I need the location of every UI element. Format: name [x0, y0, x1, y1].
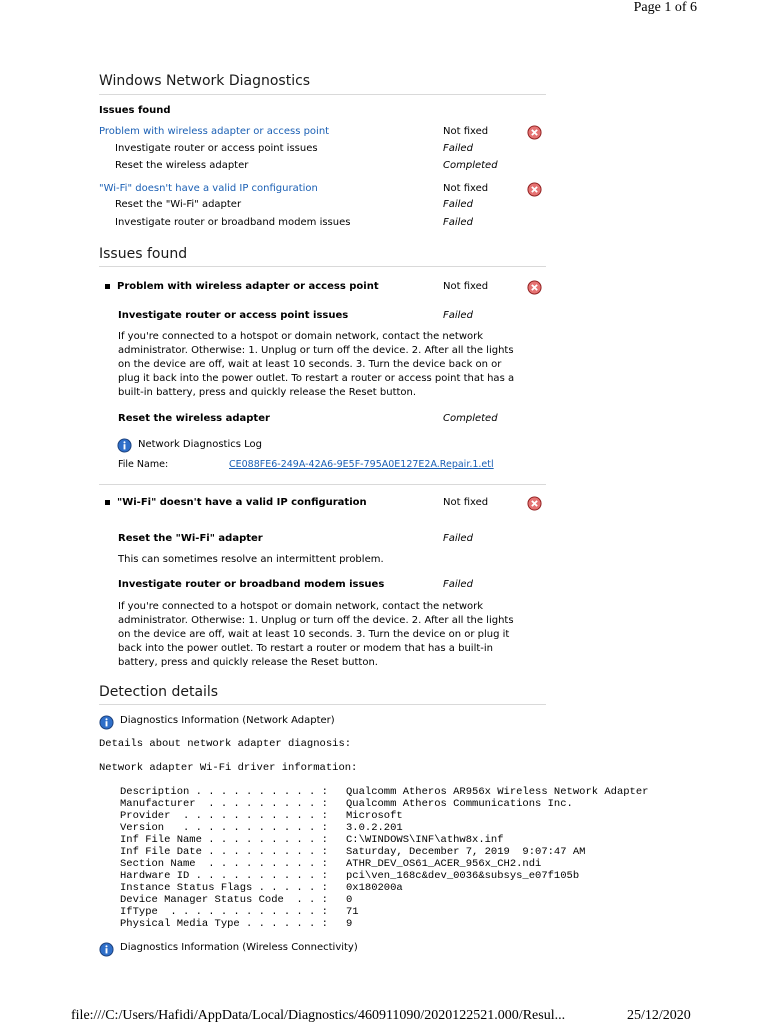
adapter-diagnosis-intro: Details about network adapter diagnosis: — [99, 738, 352, 750]
driver-row-label: Provider . . . . . . . . . . . : — [120, 810, 328, 822]
error-icon — [527, 496, 542, 511]
diagnostics-log-title: Network Diagnostics Log — [138, 439, 262, 450]
info-icon — [99, 942, 114, 957]
summary-step-status: Completed — [443, 160, 498, 171]
issue-2-step-2-description — [118, 600, 518, 670]
summary-heading: Issues found — [99, 105, 171, 116]
driver-row-label: Inf File Name . . . . . . . . . : — [120, 834, 328, 846]
driver-row-label: Instance Status Flags . . . . . : — [120, 882, 328, 894]
footer-file-path: file:///C:/Users/Hafidi/AppData/Local/Diagnostics/460911090/2020122521.000/Resul... — [71, 1008, 566, 1023]
driver-row-value: 0x180200a — [346, 882, 403, 894]
error-icon — [527, 125, 542, 140]
description-line: back into the power outlet. To restart a router or modem that has a built-in — [118, 643, 493, 654]
description-line: If you're connected to a hotspot or domain network, contact the network — [118, 601, 484, 612]
summary-step: Investigate router or broadband modem issues — [115, 217, 351, 228]
description-line: battery, press and quickly release the Reset button. — [118, 657, 378, 668]
summary-issue-2-link[interactable]: "Wi-Fi" doesn't have a valid IP configuration — [99, 183, 318, 194]
issue-1-step-1-title: Investigate router or access point issues — [118, 310, 349, 321]
issue-1-status: Not fixed — [443, 281, 489, 292]
driver-row-label: Device Manager Status Code . . : — [120, 894, 328, 906]
summary-step-status: Failed — [443, 143, 473, 154]
diagnostics-info-wireless: Diagnostics Information (Wireless Connectivity) — [120, 942, 358, 953]
issues-found-heading: Issues found — [99, 246, 188, 262]
issue-2-step-1-title: Reset the "Wi-Fi" adapter — [118, 533, 263, 544]
driver-row-label: Inf File Date . . . . . . . . . : — [120, 846, 328, 858]
issue-2-step-1-status: Failed — [443, 533, 473, 544]
driver-row-value: 0 — [346, 894, 353, 906]
info-icon — [117, 438, 132, 453]
summary-issue-2-status: Not fixed — [443, 183, 489, 194]
issue-2-step-2-status: Failed — [443, 579, 473, 590]
driver-info-intro: Network adapter Wi-Fi driver information: — [99, 762, 358, 774]
bullet-marker — [105, 284, 110, 289]
bullet-marker — [105, 500, 110, 505]
error-icon — [527, 280, 542, 295]
page-number: Page 1 of 6 — [633, 0, 697, 15]
page-title: Windows Network Diagnostics — [99, 73, 311, 89]
issue-2-status: Not fixed — [443, 497, 489, 508]
footer-date: 25/12/2020 — [627, 1008, 691, 1023]
issue-1-step-1-description — [118, 330, 518, 400]
log-file-link[interactable]: CE088FE6-249A-42A6-9E5F-795A0E127E2A.Repair.1.etl — [229, 459, 494, 470]
info-icon — [99, 715, 114, 730]
driver-row-value: 71 — [346, 906, 359, 918]
driver-row-value: 9 — [346, 918, 353, 930]
driver-row-value: ATHR_DEV_OS61_ACER_956x_CH2.ndi — [346, 858, 542, 870]
driver-row-value: Saturday, December 7, 2019 9:07:47 AM — [346, 846, 586, 858]
issue-1-step-2-title: Reset the wireless adapter — [118, 413, 270, 424]
driver-row-value: C:\WINDOWS\INF\athw8x.inf — [346, 834, 504, 846]
summary-step: Reset the wireless adapter — [115, 160, 249, 171]
description-line: built-in battery, press and quickly release the Reset button. — [118, 387, 417, 398]
issue-1-step-1-status: Failed — [443, 310, 473, 321]
section-divider — [99, 266, 546, 267]
driver-row-label: Version . . . . . . . . . . . : — [120, 822, 328, 834]
issue-2-title: "Wi-Fi" doesn't have a valid IP configuration — [117, 497, 367, 508]
title-divider — [99, 94, 546, 95]
diagnostics-info-network-adapter: Diagnostics Information (Network Adapter) — [120, 715, 335, 726]
issue-1-step-2-status: Completed — [443, 413, 498, 424]
driver-row-label: Section Name . . . . . . . . . : — [120, 858, 328, 870]
error-icon — [527, 182, 542, 197]
driver-row-value: pci\ven_168c&dev_0036&subsys_e07f105b — [346, 870, 580, 882]
summary-issue-1-status: Not fixed — [443, 126, 489, 137]
summary-step-status: Failed — [443, 199, 473, 210]
driver-row-label: Hardware ID . . . . . . . . . . : — [120, 870, 328, 882]
description-line: administrator. Otherwise: 1. Unplug or turn off the device. 2. After all the lights — [118, 345, 514, 356]
description-line: If you're connected to a hotspot or domain network, contact the network — [118, 331, 484, 342]
description-line: on the device are off, wait at least 10 seconds. 3. Turn the device back on or — [118, 359, 502, 370]
issue-2-step-2-title: Investigate router or broadband modem issues — [118, 579, 385, 590]
summary-issue-1-link[interactable]: Problem with wireless adapter or access point — [99, 126, 330, 137]
summary-step: Reset the "Wi-Fi" adapter — [115, 199, 242, 210]
driver-row-value: 3.0.2.201 — [346, 822, 403, 834]
issue-1-title: Problem with wireless adapter or access point — [117, 281, 379, 292]
driver-row-label: Physical Media Type . . . . . . : — [120, 918, 328, 930]
driver-row-value: Microsoft — [346, 810, 403, 822]
driver-row-label: IfType . . . . . . . . . . . . : — [120, 906, 328, 918]
section-divider — [99, 484, 546, 485]
detection-details-heading: Detection details — [99, 684, 219, 700]
summary-step: Investigate router or access point issues — [115, 143, 318, 154]
driver-row-label: Description . . . . . . . . . . : — [120, 786, 328, 798]
description-line: administrator. Otherwise: 1. Unplug or turn off the device. 2. After all the lights — [118, 615, 514, 626]
summary-step-status: Failed — [443, 217, 473, 228]
driver-row-value: Qualcomm Atheros AR956x Wireless Network Adapter — [346, 786, 649, 798]
description-line: on the device are off, wait at least 10 seconds. 3. Turn the device on or plug it — [118, 629, 510, 640]
issue-2-step-1-description: This can sometimes resolve an intermittent problem. — [118, 554, 384, 565]
description-line: plug it back into the power outlet. To restart a router or access point that has a — [118, 373, 515, 384]
file-name-label: File Name: — [118, 459, 169, 470]
section-divider — [99, 704, 546, 705]
driver-row-value: Qualcomm Atheros Communications Inc. — [346, 798, 573, 810]
driver-row-label: Manufacturer . . . . . . . . . : — [120, 798, 328, 810]
